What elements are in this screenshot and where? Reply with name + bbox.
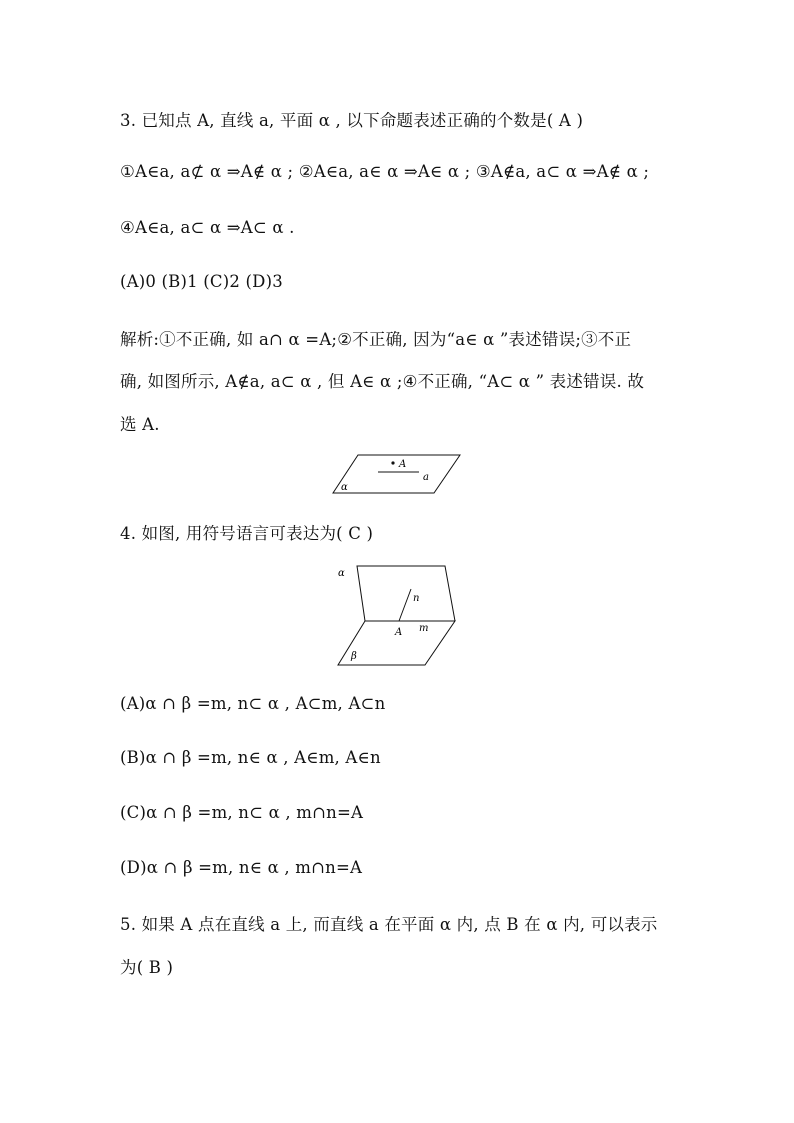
q3-propositions-2: ④A∈a, a⊂ α ⇒A⊂ α . [120, 218, 295, 237]
line-m-label: m [419, 623, 429, 634]
q4-stem: 4. 如图, 用符号语言可表达为( C ) [120, 524, 374, 543]
q3-stem: 3. 已知点 A, 直线 a, 平面 α , 以下命题表述正确的个数是( A ) [120, 111, 584, 130]
q3-analysis-3: 选 A. [120, 415, 160, 434]
q3-analysis-1: 解析:①不正确, 如 a∩ α =A;②不正确, 因为“a∈ α ”表述错误;③不正 [120, 330, 632, 349]
line-n [399, 589, 411, 621]
q5-stem-2: 为( B ) [120, 958, 174, 977]
plane-alpha-label: α [341, 482, 348, 493]
q4-option-d: (D)α ∩ β =m, n∈ α , m∩n=A [120, 858, 363, 877]
q3-figure [330, 452, 464, 500]
line-a-label: a [423, 472, 429, 483]
plane-alpha-label: α [338, 568, 345, 579]
q4-option-c: (C)α ∩ β =m, n⊂ α , m∩n=A [120, 803, 364, 822]
q4-figure [335, 563, 460, 673]
plane-beta-label: β [351, 651, 357, 662]
q4-option-b: (B)α ∩ β =m, n∈ α , A∈m, A∈n [120, 748, 381, 767]
plane-alpha-shape [333, 455, 460, 493]
point-a-label: A [395, 627, 403, 638]
point-a-dot [391, 461, 394, 464]
point-a-label: A [399, 459, 407, 470]
plane-alpha-shape [357, 566, 455, 621]
q4-option-a: (A)α ∩ β =m, n⊂ α , A⊂m, A⊂n [120, 694, 386, 713]
line-n-label: n [413, 593, 420, 604]
q5-stem-1: 5. 如果 A 点在直线 a 上, 而直线 a 在平面 α 内, 点 B 在 α 内, 可以表示 [120, 915, 658, 934]
q3-propositions-1: ①A∈a, a⊄ α ⇒A∉ α ; ②A∈a, a∈ α ⇒A∈ α ; ③A∉a, a⊂ α ⇒A∉ α ; [120, 162, 650, 181]
q3-options: (A)0 (B)1 (C)2 (D)3 [120, 272, 283, 291]
q3-analysis-2: 确, 如图所示, A∉a, a⊂ α , 但 A∈ α ;④不正确, “A⊂ α ” 表述错误. 故 [120, 372, 645, 391]
